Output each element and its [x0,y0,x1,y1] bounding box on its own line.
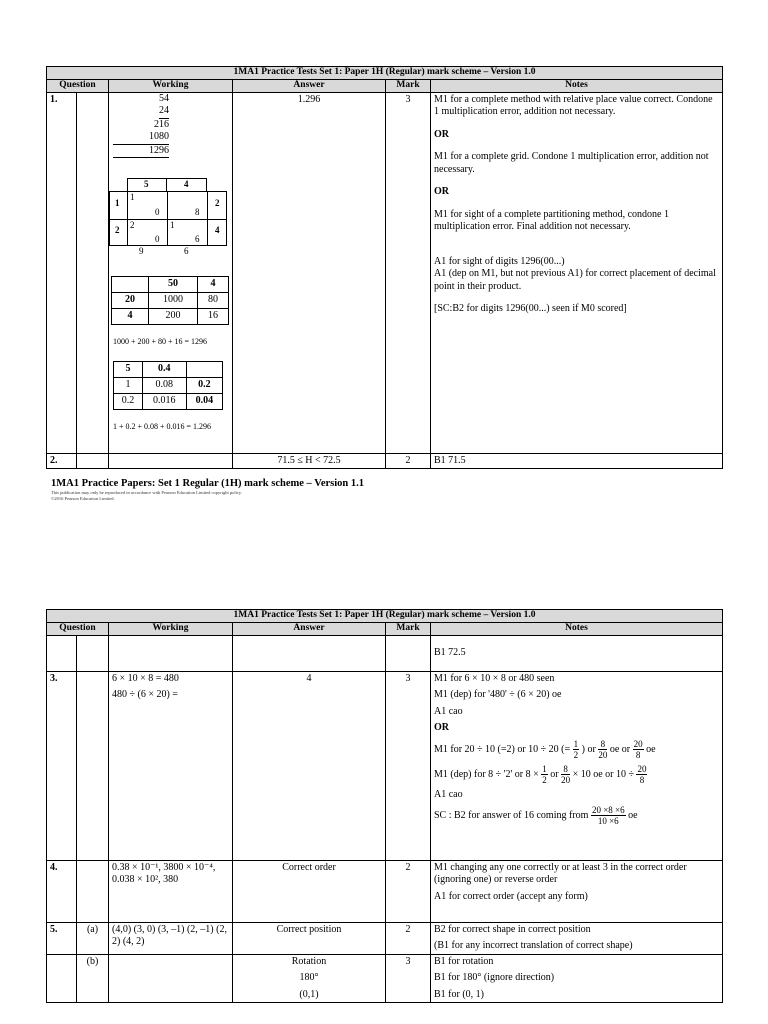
question-number: 3. [47,671,77,860]
notes-cell: M1 for 6 × 10 × 8 or 480 seen M1 (dep) for '480' ÷ (6 × 20) oe A1 cao OR M1 for 20 ÷ 10 (=2) or 10 ÷ 20 (= $\frac{1}{2}$ ) or $\frac{8}{20}$ oe or $\frac{20}{8}$ oe M1 (dep) for 8 ÷ '2' or 8 × $\frac{1}{2}$ or $\frac{8}{20}$ × 10 oe or 10 ÷ $\frac{20}{8}$ A1 cao SC : B2 for answer of 16 coming from $\frac{20 \times 8 \times 6}{10 \times 6}$ oe [431,671,723,860]
notes-cell: B2 for correct shape in correct position (B1 for any incorrect translation of correct shape) [431,922,723,954]
part-label: (b) [77,954,109,1003]
notes-cell: B1 for rotation B1 for 180° (ignore direction) B1 for (0, 1) [431,954,723,1003]
answer-cell: Correct order [233,860,386,922]
question-row-2 [47,453,723,469]
question-number: 1. [47,92,77,453]
working-cell [109,92,233,453]
fraction: $\frac{20}{8}$ [637,763,647,785]
header-answer: Answer [233,622,386,635]
mark-cell: 3 [386,671,431,860]
working-cell: 6 × 10 × 8 = 480 480 ÷ (6 × 20) = [109,671,233,860]
mark-scheme-table-1 [46,66,723,469]
table-title: 1MA1 Practice Tests Set 1: Paper 1H (Regular) mark scheme – Version 1.0 [47,67,723,80]
grid-b-sum: 1 + 0.2 + 0.08 + 0.016 = 1.296 [113,422,212,432]
question-row-5b [47,954,723,1003]
fraction: $\frac{20 \times 8 \times 6}{10 \times 6}$ [591,805,625,827]
mark-cell: 3 [386,92,431,453]
mark-scheme-page-2 [46,609,722,1003]
mark-cell: 2 [386,922,431,954]
header-mark: Mark [386,622,431,635]
question-row-4 [47,860,723,922]
answer-cell: 71.5 ≤ H < 72.5 [233,453,386,469]
question-row-5a [47,922,723,954]
table-title: 1MA1 Practice Tests Set 1: Paper 1H (Regular) mark scheme – Version 1.0 [47,610,723,623]
header-working: Working [109,622,233,635]
question-row-3 [47,671,723,860]
mark-cell: 2 [386,453,431,469]
header-notes: Notes [431,79,723,92]
working-cell: (4,0) (3, 0) (3, –1) (2, –1) (2, 2) (4, 2) [109,922,233,954]
grid-a-sum: 1000 + 200 + 80 + 16 = 1296 [113,337,208,347]
fraction: $\frac{8}{20}$ [561,763,571,785]
answer-cell: 1.296 [233,92,386,453]
fraction: $\frac{1}{2}$ [573,738,579,760]
mark-scheme-page-1 [46,66,722,469]
fraction: $\frac{1}{2}$ [542,763,547,785]
header-working: Working [109,79,233,92]
fraction: $\frac{20}{8}$ [633,738,643,760]
notes-cell: M1 changing any one correctly or at least 3 in the correct order (ignoring one) or reverse order A1 for correct order (accept any form) [431,860,723,922]
part-label: (a) [77,922,109,954]
answer-cell: Rotation 180° (0,1) [233,954,386,1003]
working-cell: 0.38 × 10⁻¹, 3800 × 10⁻⁴, 0.038 × 10², 380 [109,860,233,922]
mark-scheme-table-2 [46,609,723,1003]
header-notes: Notes [431,622,723,635]
mark-cell: 2 [386,860,431,922]
header-mark: Mark [386,79,431,92]
footer-title: 1MA1 Practice Papers: Set 1 Regular (1H) mark scheme – Version 1.1 [51,478,364,489]
question-number: 4. [47,860,77,922]
header-answer: Answer [233,79,386,92]
partition-grid-b: 5 0.4 1 0.08 0.2 0.2 0.016 0.04 [113,361,223,410]
question-number: 2. [47,453,77,469]
answer-cell: 4 [233,671,386,860]
partition-grid-a: 50 4 20 1000 80 4 200 16 [111,276,229,325]
question-row-1 [47,92,723,453]
question-row-2-continued [47,635,723,671]
fraction: $\frac{8}{20}$ [598,738,608,760]
question-number: 5. [47,922,77,954]
notes-cell: B1 71.5 [431,453,723,469]
mark-cell: 3 [386,954,431,1003]
lattice-grid: 5 4 1 2 2 4 1 0 8 2 0 1 6 9 6 [109,178,227,244]
long-multiplication: 54 24 216 1080 1296 [113,93,169,159]
footer-copyright: This publication may only be reproduced in accordance with Pearson Education Limited copyright policy. ©2016 Pearson Education Limited. [51,490,242,501]
header-question: Question [47,79,109,92]
header-question: Question [47,622,109,635]
answer-cell: Correct position [233,922,386,954]
notes-cell: M1 for a complete method with relative place value correct. Condone 1 multiplication error, addition not necessary. OR M1 for a complete grid. Condone 1 multiplication error, addition not necessary. OR M1 for sight of a complete partitioning method, condone 1 multiplication error. Final addition not necessary. A1 for sight of digits 1296(00...) A1 (dep on M1, but not previous A1) for correct placement of decimal point in their product. [SC:B2 for digits 1296(00...) seen if M0 scored] [431,92,723,453]
notes-cell: B1 72.5 [431,635,723,671]
